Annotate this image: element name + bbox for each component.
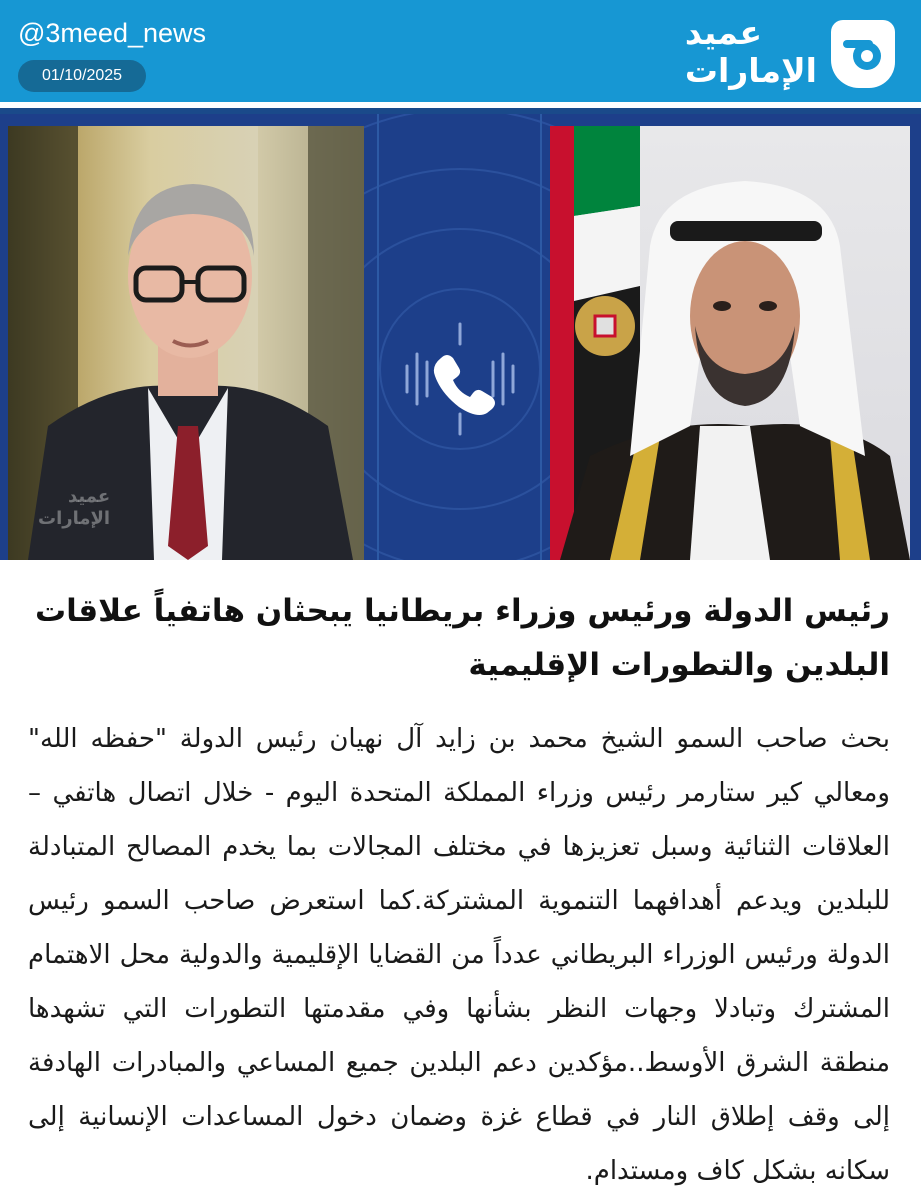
- watermark-line1: عميد: [68, 486, 111, 507]
- brand-name-line1: عميد: [684, 13, 763, 52]
- brand-name-line2: الإمارات: [684, 51, 817, 90]
- brand-logo[interactable]: [685, 10, 897, 94]
- date-badge: 01/10/2025: [18, 60, 146, 92]
- news-image[interactable]: [0, 114, 921, 560]
- portrait-right: [550, 126, 910, 560]
- watermark: [38, 486, 110, 530]
- account-handle[interactable]: @3meed_news: [18, 18, 207, 48]
- article-body: بحث صاحب السمو الشيخ محمد بن زايد آل نهيان رئيس الدولة "حفظه الله" ومعالي كير ستارمر رئيس وزراء المملكة المتحدة اليوم - خلال اتصال هاتفي – العلاقات الثنائية وسبل تعزيزها في مختلف المجالات بما يخدم المصالح المتبادلة للبلدين ويدعم أهدافهما التنموية المشتركة.كما استعرض صاحب السمو رئيس الدولة ورئيس الوزراء البريطاني عدداً من القضايا الإقليمية والدولية محل الاهتمام المشترك وتبادلا وجهات النظر بشأنها وفي مقدمتها التطورات التي تشهدها منطقة الشرق الأوسط..مؤكدين دعم البلدين جميع المساعي والمبادرات الهادفة إلى وقف إطلاق النار في قطاع غزة وضمان دخول المساعدات الإنسانية إلى سكانه بشكل كاف ومستدام.: [28, 724, 890, 1186]
- article-headline: رئيس الدولة ورئيس وزراء بريطانيا يبحثان هاتفياً علاقات البلدين والتطورات الإقليمية: [35, 593, 890, 683]
- brand-mark-icon: [829, 14, 897, 90]
- phone-call-icon: [395, 314, 525, 444]
- watermark-line2: الإمارات: [38, 508, 111, 529]
- header-bar: [0, 0, 921, 102]
- portrait-left: [8, 126, 364, 560]
